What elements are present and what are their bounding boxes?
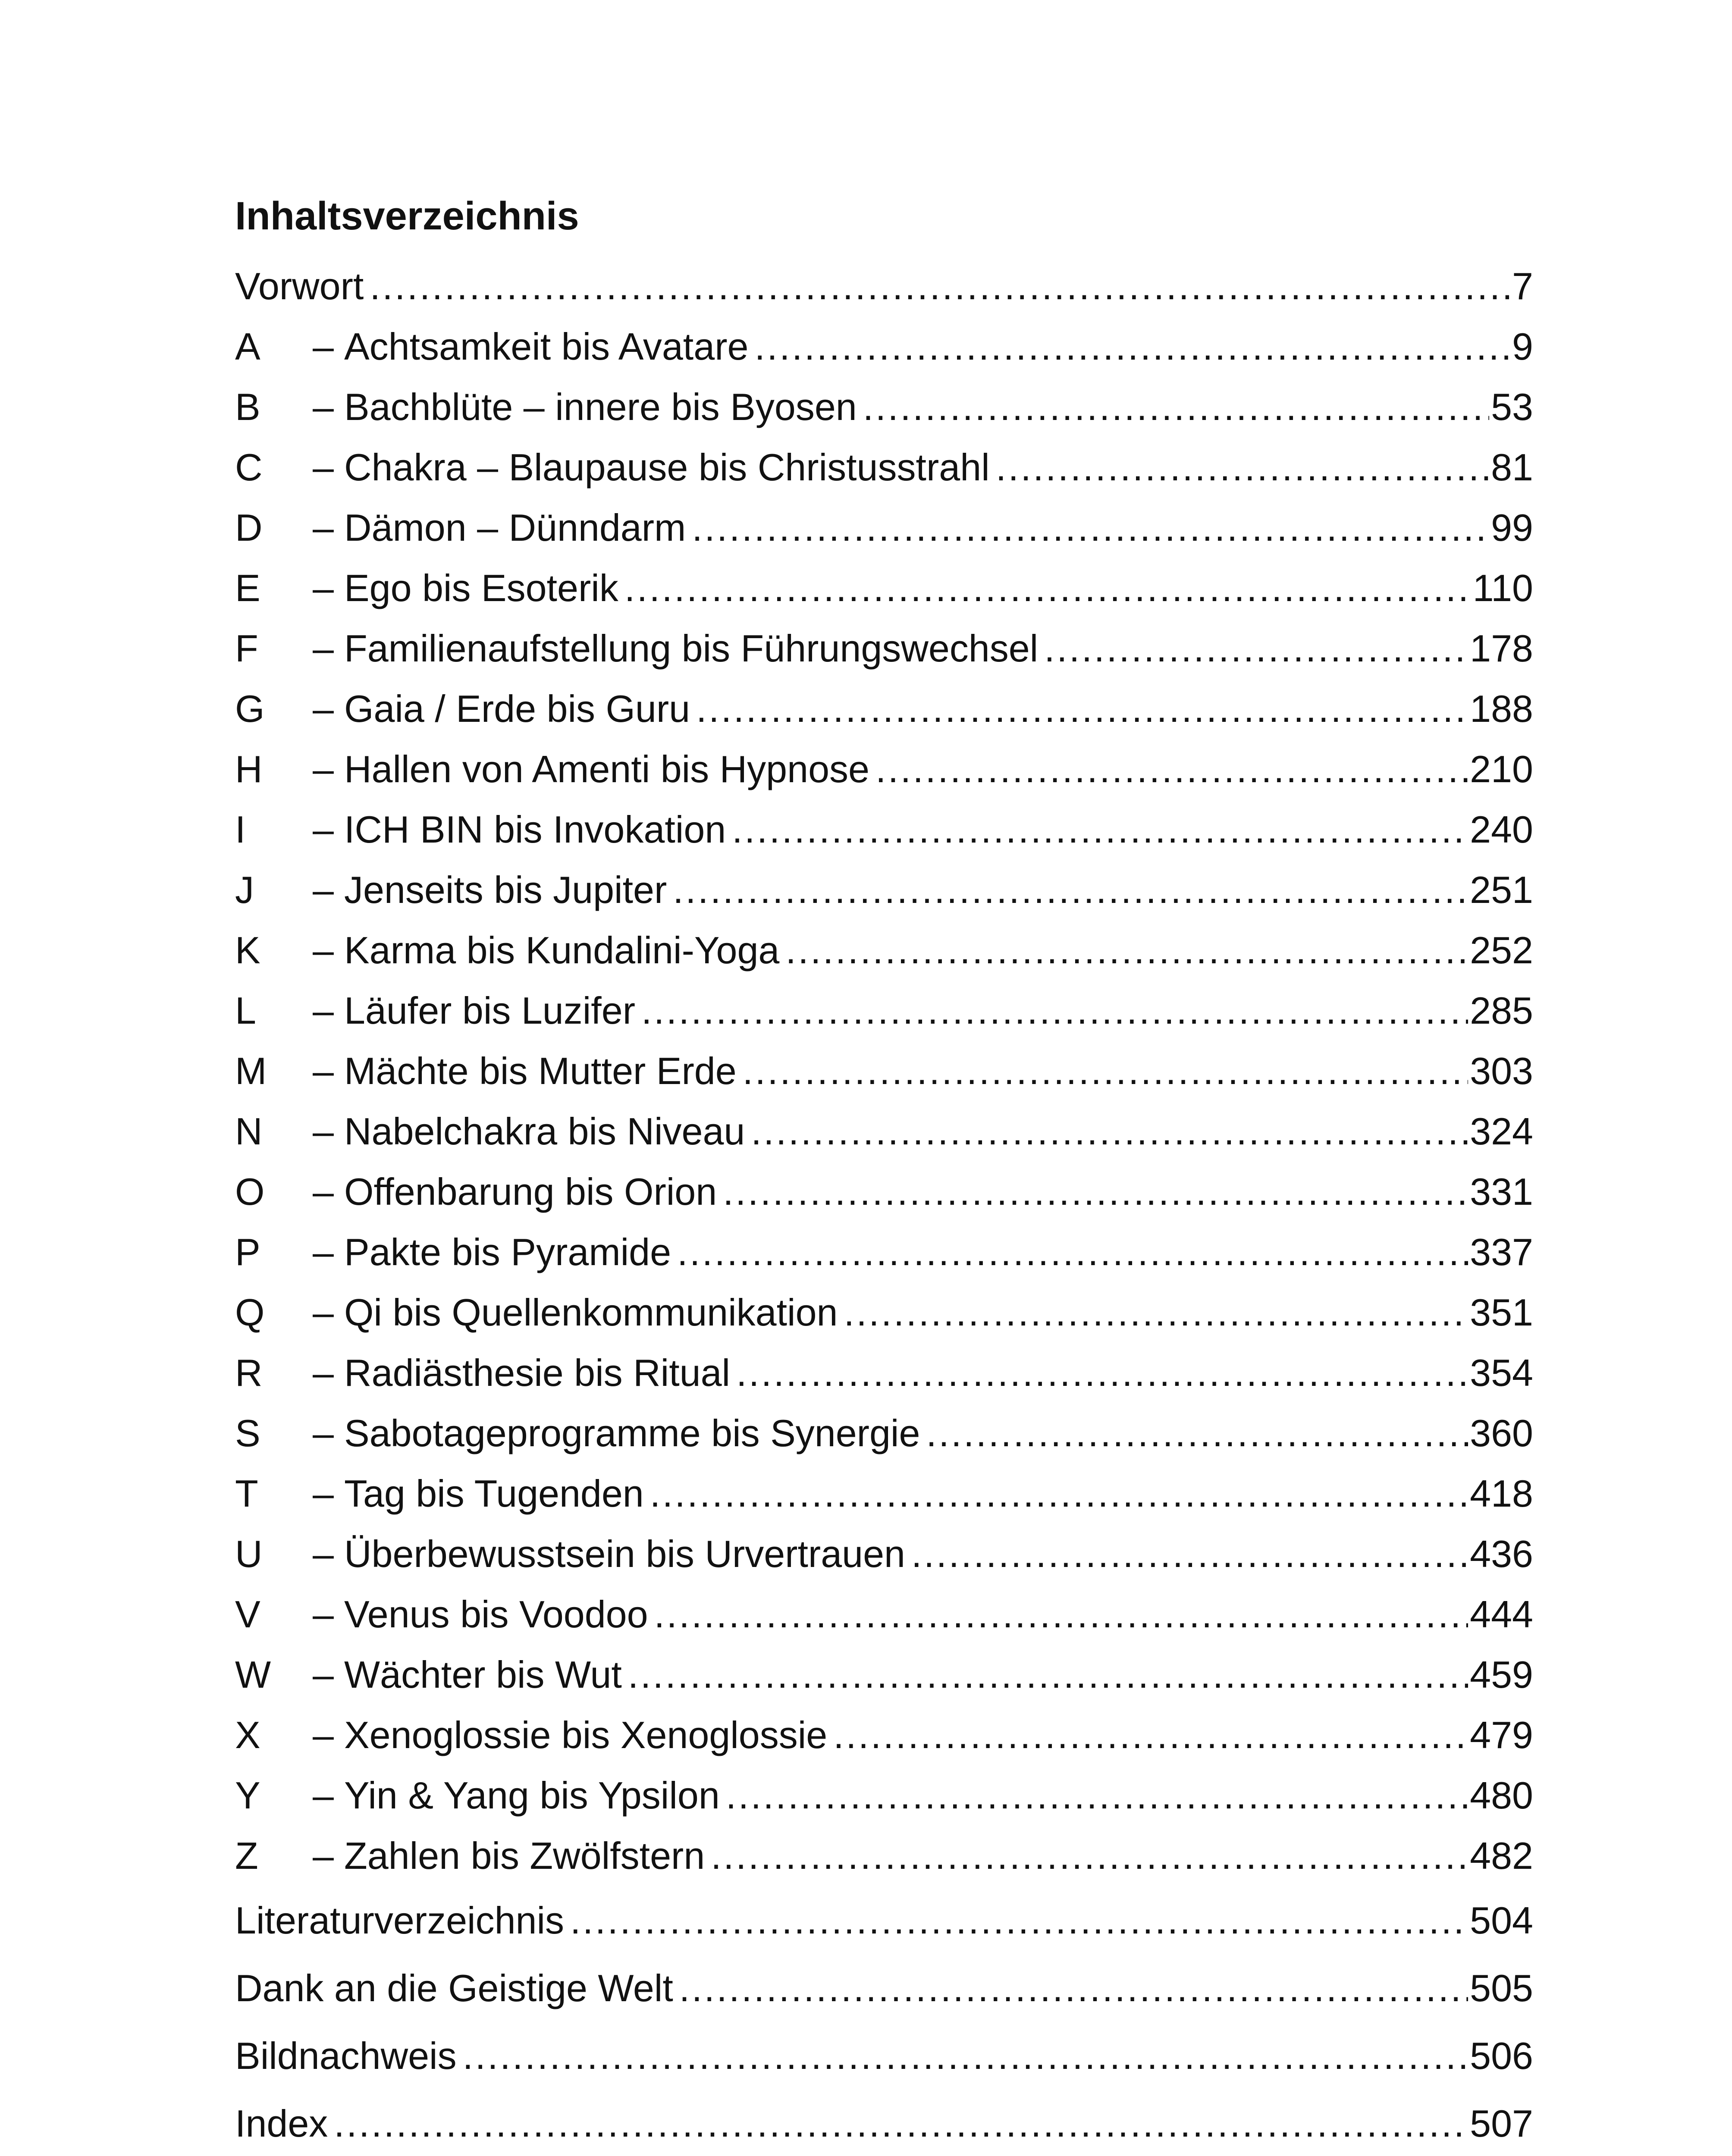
toc-entry-dash: – xyxy=(313,929,334,971)
toc-entry-label: Yin & Yang bis Ypsilon xyxy=(344,1774,720,1817)
toc-entry-page: 506 xyxy=(1470,2034,1533,2077)
toc-entry-page: 188 xyxy=(1470,687,1533,730)
toc-entry-dash: – xyxy=(313,1714,334,1756)
toc-entry-label: Pakte bis Pyramide xyxy=(344,1231,671,1273)
dot-leader xyxy=(654,1595,1468,1633)
toc-entry-z xyxy=(235,1834,1533,1897)
dot-leader xyxy=(926,1414,1468,1452)
toc-entry-j xyxy=(235,868,1533,931)
toc-entry-label: Gaia / Erde bis Guru xyxy=(344,687,690,730)
toc-entry-dash: – xyxy=(313,1050,334,1092)
toc-entry-dash: – xyxy=(313,1834,334,1877)
dot-leader xyxy=(732,811,1468,849)
toc-entry-page: 324 xyxy=(1470,1110,1533,1153)
toc-entry-label: Zahlen bis Zwölfstern xyxy=(344,1834,705,1877)
page-title: Inhaltsverzeichnis xyxy=(235,194,579,238)
dot-leader xyxy=(875,750,1468,788)
toc-entry-label: Überbewusstsein bis Urvertrauen xyxy=(344,1532,905,1575)
toc-entry-i xyxy=(235,808,1533,871)
toc-entry-y xyxy=(235,1774,1533,1837)
toc-entry-page: 507 xyxy=(1470,2102,1533,2145)
toc-entry-letter: K xyxy=(235,929,260,971)
toc-back-entry xyxy=(235,2102,1533,2156)
dot-leader xyxy=(570,1902,1468,1940)
toc-entry-u xyxy=(235,1532,1533,1595)
toc-entry-letter: Y xyxy=(235,1774,260,1817)
toc-entry-h xyxy=(235,750,1533,811)
toc-entry-letter: X xyxy=(235,1714,260,1756)
toc-entry-dash: – xyxy=(313,1532,334,1575)
toc-entry-dash: – xyxy=(313,1774,334,1817)
toc-entry-list xyxy=(235,267,1533,1897)
toc-entry-t xyxy=(235,1472,1533,1535)
toc-entry-label: Hallen von Amenti bis Hypnose xyxy=(344,748,869,790)
dot-leader xyxy=(726,1777,1468,1814)
toc-entry-f xyxy=(235,627,1533,690)
toc-entry-letter: G xyxy=(235,687,265,730)
toc-entry-dash: – xyxy=(313,506,334,549)
toc-entry-label: Vorwort xyxy=(235,265,364,307)
toc-entry-page: 444 xyxy=(1470,1593,1533,1636)
toc-entry-dash: – xyxy=(313,1351,334,1394)
toc-entry-dash: – xyxy=(313,385,334,428)
dot-leader xyxy=(751,1112,1468,1150)
dot-leader xyxy=(736,1354,1468,1392)
dot-leader xyxy=(863,388,1489,426)
dot-leader xyxy=(628,1656,1468,1694)
toc-entry-label: Läufer bis Luzifer xyxy=(344,989,635,1032)
toc-entry-letter: I xyxy=(235,808,246,851)
toc-entry-page: 337 xyxy=(1470,1231,1533,1273)
toc-entry-b xyxy=(235,385,1533,448)
dot-leader xyxy=(650,1475,1468,1513)
toc-entry-page: 504 xyxy=(1470,1899,1533,1942)
toc-entry-page: 351 xyxy=(1470,1291,1533,1334)
toc-entry-page: 459 xyxy=(1470,1653,1533,1696)
dot-leader xyxy=(723,1173,1468,1211)
toc-entry-label: Tag bis Tugenden xyxy=(344,1472,644,1515)
toc-entry-label: Nabelchakra bis Niveau xyxy=(344,1110,745,1153)
toc-entry-l xyxy=(235,989,1533,1052)
toc-entry-page: 331 xyxy=(1470,1170,1533,1213)
dot-leader xyxy=(624,569,1471,607)
toc-back-entry xyxy=(235,1969,1533,2037)
dot-leader xyxy=(334,2105,1468,2143)
toc-entry-page: 480 xyxy=(1470,1774,1533,1817)
toc-entry-dash: – xyxy=(313,627,334,670)
dot-leader xyxy=(911,1535,1468,1573)
dot-leader xyxy=(711,1837,1468,1875)
toc-entry-label: Dank an die Geistige Welt xyxy=(235,1967,673,2009)
toc-entry-letter: H xyxy=(235,748,263,790)
toc-entry-page: 81 xyxy=(1491,446,1533,489)
dot-leader xyxy=(844,1294,1468,1332)
dot-leader xyxy=(370,267,1510,305)
toc-entry-letter: F xyxy=(235,627,258,670)
toc-entry-label: Venus bis Voodoo xyxy=(344,1593,648,1636)
dot-leader xyxy=(696,690,1468,728)
toc-entry-page: 7 xyxy=(1512,265,1533,307)
toc-entry-label: Karma bis Kundalini-Yoga xyxy=(344,929,780,971)
toc-entry-g xyxy=(235,687,1533,750)
toc-entry-w xyxy=(235,1653,1533,1716)
toc-entry-dash: – xyxy=(313,868,334,911)
toc-entry-page: 479 xyxy=(1470,1714,1533,1756)
toc-entry-m xyxy=(235,1052,1533,1112)
toc-entry-dash: – xyxy=(313,748,334,790)
toc-entry-q xyxy=(235,1291,1533,1354)
toc-entry-page: 354 xyxy=(1470,1351,1533,1394)
toc-entry-label: Familienaufstellung bis Führungswechsel xyxy=(344,627,1039,670)
toc-entry-label: Literaturverzeichnis xyxy=(235,1899,564,1942)
toc-entry-d xyxy=(235,506,1533,569)
dot-leader xyxy=(641,992,1468,1030)
toc-entry-dash: – xyxy=(313,1291,334,1334)
toc-entry-letter: Q xyxy=(235,1291,265,1334)
toc-entry-letter: Z xyxy=(235,1834,258,1877)
toc-entry-label: Offenbarung bis Orion xyxy=(344,1170,717,1213)
toc-entry-dash: – xyxy=(313,1110,334,1153)
toc-entry-label: Qi bis Quellenkommunikation xyxy=(344,1291,838,1334)
toc-entry-page: 99 xyxy=(1491,506,1533,549)
toc-back-entry xyxy=(235,1899,1533,1969)
toc-entry-page: 482 xyxy=(1470,1834,1533,1877)
toc-entry-page: 505 xyxy=(1470,1967,1533,2009)
toc-entry-e xyxy=(235,569,1533,630)
toc-entry-letter: U xyxy=(235,1532,263,1575)
toc-entry-page: 436 xyxy=(1470,1532,1533,1575)
toc-entry-label: Index xyxy=(235,2102,328,2145)
toc-entry-label: Dämon – Dünndarm xyxy=(344,506,686,549)
toc-entry-label: Bildnachweis xyxy=(235,2034,457,2077)
toc-entry-letter: A xyxy=(235,325,260,368)
dot-leader xyxy=(673,871,1468,909)
toc-entry-dash: – xyxy=(313,1653,334,1696)
toc-entry-v xyxy=(235,1595,1533,1656)
toc-entry-dash: – xyxy=(313,1593,334,1636)
toc-entry-label: Xenoglossie bis Xenoglossie xyxy=(344,1714,828,1756)
toc-entry-page: 360 xyxy=(1470,1412,1533,1454)
toc-entry-dash: – xyxy=(313,1231,334,1273)
toc-entry-p xyxy=(235,1233,1533,1294)
toc-entry-letter: S xyxy=(235,1412,260,1454)
toc-entry-page: 251 xyxy=(1470,868,1533,911)
dot-leader xyxy=(996,448,1489,486)
toc-entry-o xyxy=(235,1170,1533,1233)
toc-entry-page: 285 xyxy=(1470,989,1533,1032)
dot-leader xyxy=(743,1052,1468,1090)
toc-entry-dash: – xyxy=(313,325,334,368)
toc-entry-label: Ego bis Esoterik xyxy=(344,567,618,609)
toc-entry-page: 210 xyxy=(1470,748,1533,790)
toc-entry-letter: T xyxy=(235,1472,258,1515)
toc-back-matter-list xyxy=(235,1899,1533,2156)
dot-leader xyxy=(1044,630,1468,667)
toc-entry-page: 252 xyxy=(1470,929,1533,971)
toc-entry-c xyxy=(235,448,1533,509)
toc-entry-dash: – xyxy=(313,1412,334,1454)
toc-entry-k xyxy=(235,931,1533,992)
toc-entry-letter: N xyxy=(235,1110,263,1153)
toc-entry-page: 418 xyxy=(1470,1472,1533,1515)
toc-entry-label: ICH BIN bis Invokation xyxy=(344,808,726,851)
toc-entry-label: Wächter bis Wut xyxy=(344,1653,622,1696)
toc-entry-dash: – xyxy=(313,687,334,730)
toc-entry-dash: – xyxy=(313,989,334,1032)
toc-entry-x xyxy=(235,1716,1533,1777)
toc-entry-dash: – xyxy=(313,446,334,489)
toc-entry-label: Achtsamkeit bis Avatare xyxy=(344,325,749,368)
dot-leader xyxy=(833,1716,1468,1754)
dot-leader xyxy=(463,2037,1468,2075)
toc-entry-letter: J xyxy=(235,868,254,911)
toc-entry-a xyxy=(235,325,1533,388)
toc-entry-page: 240 xyxy=(1470,808,1533,851)
toc-entry-r xyxy=(235,1351,1533,1414)
dot-leader xyxy=(679,1969,1468,2007)
toc-entry-letter: R xyxy=(235,1351,263,1394)
toc-entry-letter: C xyxy=(235,446,263,489)
toc-entry-letter: B xyxy=(235,385,260,428)
toc-entry-letter: E xyxy=(235,567,260,609)
toc-entry-page: 53 xyxy=(1491,385,1533,428)
toc-entry-dash: – xyxy=(313,567,334,609)
dot-leader xyxy=(754,328,1510,366)
toc-entry-letter: V xyxy=(235,1593,260,1636)
toc-entry-page: 9 xyxy=(1512,325,1533,368)
toc-entry-label: Sabotageprogramme bis Synergie xyxy=(344,1412,920,1454)
dot-leader xyxy=(692,509,1489,547)
toc-entry-dash: – xyxy=(313,1170,334,1213)
toc-entry-label: Radiästhesie bis Ritual xyxy=(344,1351,731,1394)
toc-entry-letter: P xyxy=(235,1231,260,1273)
toc-entry-n xyxy=(235,1112,1533,1173)
dot-leader xyxy=(677,1233,1468,1271)
toc-entry-letter: D xyxy=(235,506,263,549)
toc-entry-page: 303 xyxy=(1470,1050,1533,1092)
toc-entry-dash: – xyxy=(313,808,334,851)
toc-entry-letter: M xyxy=(235,1050,267,1092)
toc-entry-letter: W xyxy=(235,1653,271,1696)
toc-entry-page: 110 xyxy=(1472,567,1533,609)
toc-entry-label: Mächte bis Mutter Erde xyxy=(344,1050,737,1092)
toc-entry-s xyxy=(235,1414,1533,1475)
dot-leader xyxy=(785,931,1468,969)
toc-entry-label: Jenseits bis Jupiter xyxy=(344,868,667,911)
toc-entry-letter: O xyxy=(235,1170,265,1213)
toc-entry-vorwort xyxy=(235,267,1533,328)
toc-back-entry xyxy=(235,2034,1533,2105)
toc-entry-page: 178 xyxy=(1470,627,1533,670)
toc-entry-label: Bachblüte – innere bis Byosen xyxy=(344,385,857,428)
toc-entry-dash: – xyxy=(313,1472,334,1515)
toc-entry-label: Chakra – Blaupause bis Christusstrahl xyxy=(344,446,990,489)
toc-entry-letter: L xyxy=(235,989,256,1032)
